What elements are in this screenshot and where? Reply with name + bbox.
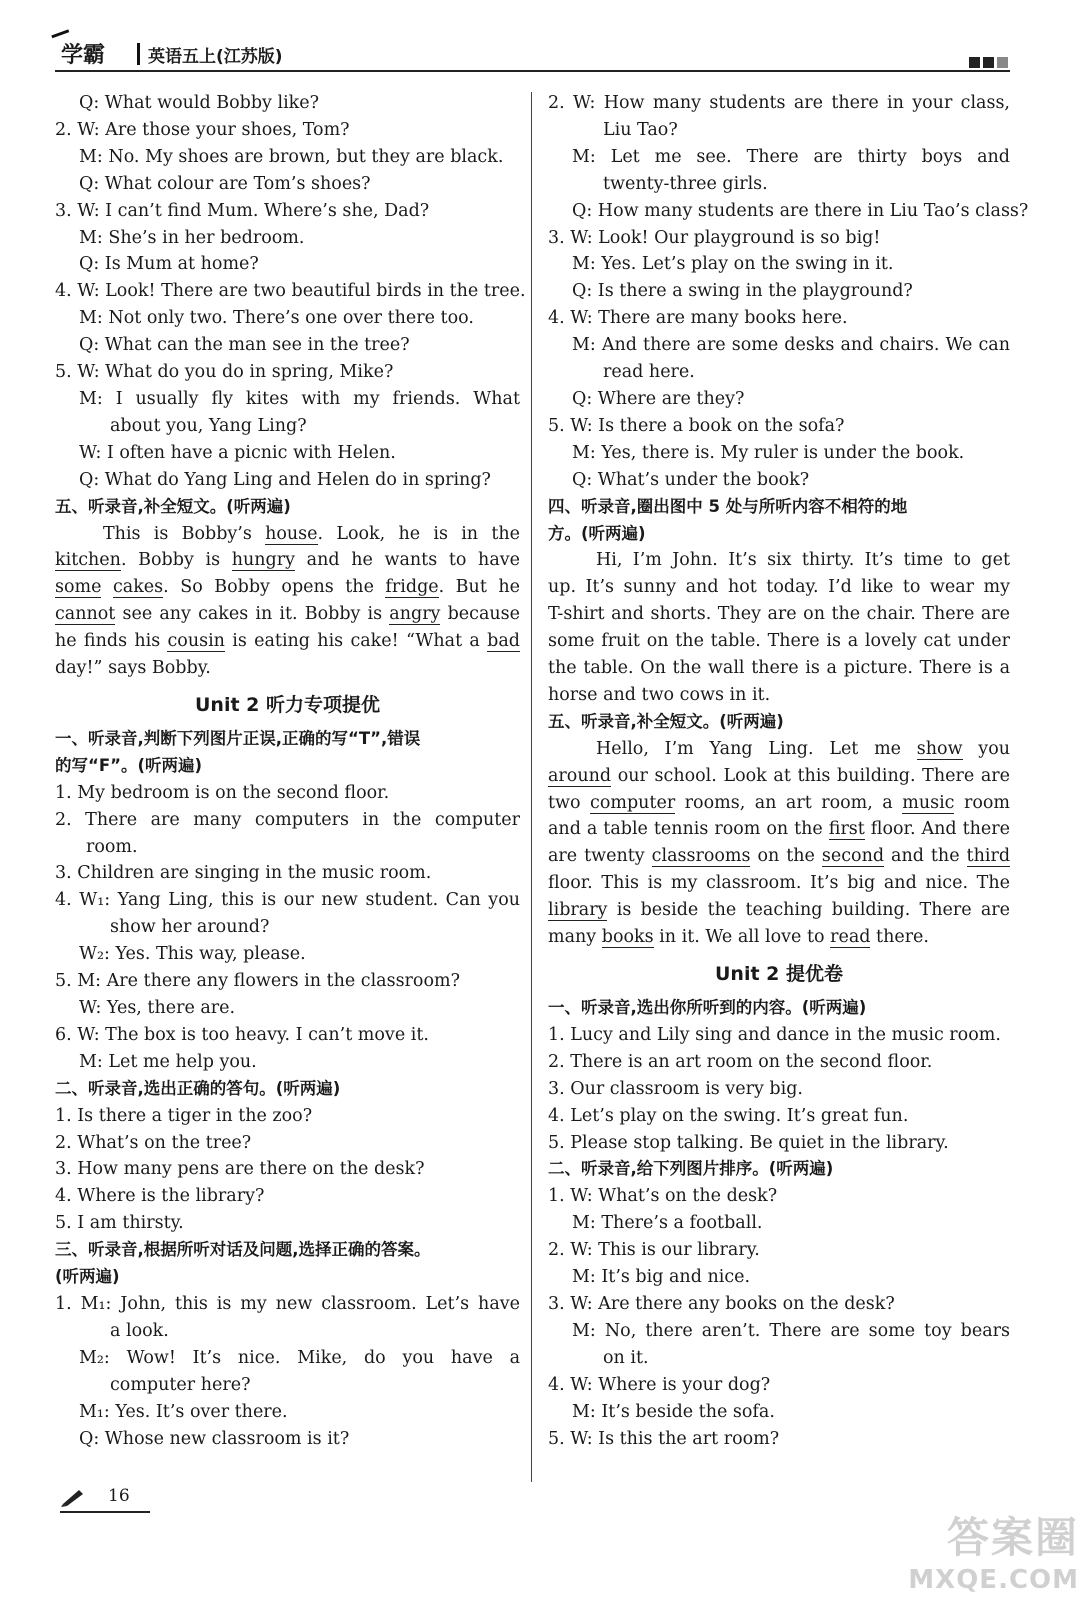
passage-text: two bbox=[548, 792, 591, 813]
filled-blank: music bbox=[902, 792, 955, 813]
section-heading: 二、听录音,选出正确的答句。(听两遍) bbox=[55, 1078, 341, 1098]
filled-blank: second bbox=[821, 846, 885, 867]
passage-line bbox=[548, 897, 1010, 924]
passage-line bbox=[548, 547, 1010, 574]
transcript-line: 5. W: Is there a book on the sofa? bbox=[548, 415, 845, 436]
section-heading: 方。(听两遍) bbox=[548, 523, 646, 543]
transcript-line: W: I often have a picnic with Helen. bbox=[79, 442, 396, 463]
transcript-line: 4. W: There are many books here. bbox=[548, 308, 848, 329]
passage-text: he finds his bbox=[55, 631, 168, 652]
passage-text: the table. On the wall there is a picture. There is a bbox=[548, 658, 1010, 679]
passage-text: some fruit on the table. There is a lovely cat under bbox=[548, 631, 1010, 652]
passage-text: on the bbox=[750, 846, 822, 867]
transcript-line: 3. Children are singing in the music room. bbox=[55, 863, 432, 884]
filled-blank: cakes bbox=[112, 577, 164, 598]
transcript-line: Liu Tao? bbox=[603, 119, 678, 140]
transcript-line: M: It’s beside the sofa. bbox=[572, 1401, 775, 1422]
transcript-line: on it. bbox=[603, 1347, 649, 1368]
transcript-line: 4. W: Where is your dog? bbox=[548, 1374, 771, 1395]
transcript-line: Q: What would Bobby like? bbox=[79, 93, 320, 113]
passage-text: . But he bbox=[438, 577, 520, 598]
column-divider bbox=[531, 92, 532, 1482]
transcript-line: Q: Whose new classroom is it? bbox=[79, 1428, 350, 1449]
unit-heading: Unit 2 提优卷 bbox=[715, 963, 843, 985]
filled-blank: house bbox=[265, 523, 318, 544]
transcript-line: Q: What do Yang Ling and Helen do in spring? bbox=[79, 469, 491, 490]
watermark-logo: 答案圈 bbox=[946, 1513, 1079, 1562]
passage-line bbox=[548, 628, 1010, 655]
transcript-line: W: Yes, there are. bbox=[79, 998, 236, 1018]
transcript-line: M: And there are some desks and chairs. We can bbox=[572, 335, 1010, 356]
transcript-line: 4. Let’s play on the swing. It’s great fun. bbox=[548, 1105, 909, 1126]
transcript-line: twenty-three girls. bbox=[603, 173, 768, 194]
transcript-line: M: Yes. Let’s play on the swing in it. bbox=[572, 254, 894, 275]
passage-text: . Look, he is in the bbox=[317, 523, 520, 544]
transcript-line: 4. W: Look! There are two beautiful birds in the tree. bbox=[55, 281, 526, 302]
passage-line bbox=[548, 790, 1010, 817]
passage-line bbox=[548, 574, 1010, 601]
filled-blank: read bbox=[830, 927, 871, 948]
transcript-line: 2. W: Are those your shoes, Tom? bbox=[55, 119, 350, 140]
transcript-line: 4. Where is the library? bbox=[55, 1186, 265, 1207]
passage-text: because bbox=[440, 604, 520, 625]
passage-text: floor. And there bbox=[864, 819, 1010, 840]
passage-line bbox=[548, 601, 1010, 628]
transcript-line: Q: Is there a swing in the playground? bbox=[572, 281, 913, 302]
brand-logo: 学霸 bbox=[61, 43, 106, 68]
transcript-line: M: There’s a football. bbox=[572, 1213, 763, 1234]
section-heading: 的写“F”。(听两遍) bbox=[55, 755, 203, 775]
passage-text: many bbox=[548, 927, 602, 948]
passage-text: up. It’s sunny and hot today. I’d like to wear my bbox=[548, 577, 1010, 598]
filled-blank: around bbox=[548, 765, 612, 786]
passage-text: and the bbox=[884, 846, 967, 867]
passage-line bbox=[55, 601, 520, 628]
pencil-icon bbox=[60, 1487, 86, 1507]
filled-blank: kitchen bbox=[55, 550, 121, 571]
transcript-line: Q: What can the man see in the tree? bbox=[79, 335, 410, 356]
transcript-line: M: Yes, there is. My ruler is under the book. bbox=[572, 442, 965, 463]
section-heading: 五、听录音,补全短文。(听两遍) bbox=[548, 711, 784, 731]
passage-line bbox=[548, 763, 1010, 790]
transcript-line: 1. Is there a tiger in the zoo? bbox=[55, 1105, 313, 1126]
passage-text: day!” says Bobby. bbox=[55, 658, 211, 679]
section-heading: 五、听录音,补全短文。(听两遍) bbox=[55, 496, 291, 516]
section-heading: 一、听录音,判断下列图片正误,正确的写“T”,错误 bbox=[55, 728, 421, 748]
passage-line bbox=[55, 628, 520, 655]
header-decoration bbox=[966, 53, 1008, 72]
passage-text: floor. This is my classroom. It’s big and nice. The bbox=[548, 873, 1010, 894]
transcript-line: M: Let me see. There are thirty boys and bbox=[572, 146, 1010, 167]
transcript-line: W₂: Yes. This way, please. bbox=[79, 944, 306, 965]
transcript-line: M₁: Yes. It’s over there. bbox=[79, 1401, 288, 1422]
passage-text: is eating his cake! “What a bbox=[224, 631, 488, 652]
passage-text bbox=[101, 577, 113, 597]
section-heading: 一、听录音,选出你所听到的内容。(听两遍) bbox=[548, 998, 867, 1017]
transcript-line: about you, Yang Ling? bbox=[110, 415, 307, 436]
passage-line bbox=[548, 655, 1010, 682]
transcript-line: 5. Please stop talking. Be quiet in the library. bbox=[548, 1132, 949, 1153]
passage-text: there. bbox=[870, 927, 929, 948]
transcript-line: 1. W: What’s on the desk? bbox=[548, 1186, 778, 1207]
transcript-line: a look. bbox=[110, 1320, 169, 1341]
transcript-line: 3. W: Are there any books on the desk? bbox=[548, 1293, 895, 1314]
transcript-line: M₂: Wow! It’s nice. Mike, do you have a bbox=[79, 1347, 520, 1368]
transcript-line: 2. What’s on the tree? bbox=[55, 1132, 252, 1153]
transcript-line: room. bbox=[86, 836, 138, 857]
transcript-line: 3. How many pens are there on the desk? bbox=[55, 1159, 425, 1180]
transcript-line: Q: What’s under the book? bbox=[572, 469, 810, 490]
passage-text: you bbox=[962, 738, 1011, 759]
transcript-line: M: She’s in her bedroom. bbox=[79, 227, 305, 248]
passage-text: and a table tennis room on the bbox=[548, 819, 829, 840]
transcript-line: 5. W: What do you do in spring, Mike? bbox=[55, 362, 394, 383]
transcript-line: 5. M: Are there any flowers in the classroom? bbox=[55, 971, 460, 992]
filled-blank: books bbox=[601, 927, 654, 948]
header-divider bbox=[137, 43, 140, 65]
transcript-line: Q: How many students are there in Liu Tao’s class? bbox=[572, 200, 1029, 221]
filled-blank: first bbox=[828, 819, 865, 840]
transcript-line: M: Let me help you. bbox=[79, 1051, 257, 1072]
transcript-line: M: It’s big and nice. bbox=[572, 1267, 751, 1288]
filled-blank: cannot bbox=[55, 604, 116, 625]
transcript-line: M: I usually fly kites with my friends. What bbox=[79, 388, 520, 409]
passage-text: and he wants to have bbox=[295, 550, 520, 571]
filled-blank: hungry bbox=[231, 550, 295, 571]
passage-line bbox=[548, 843, 1010, 870]
section-heading: (听两遍) bbox=[55, 1267, 120, 1287]
filled-blank: cousin bbox=[167, 631, 225, 652]
right-column bbox=[548, 90, 1029, 1452]
transcript-line: 1. Lucy and Lily sing and dance in the music room. bbox=[548, 1024, 1001, 1045]
passage-text: in it. We all love to bbox=[653, 927, 831, 948]
transcript-line: 2. There is an art room on the second floor. bbox=[548, 1051, 933, 1072]
transcript-line: 3. Our classroom is very big. bbox=[548, 1078, 803, 1099]
transcript-line: Q: Where are they? bbox=[572, 388, 745, 409]
filled-blank: show bbox=[916, 738, 963, 759]
passage-line bbox=[548, 870, 1010, 897]
passage-line bbox=[548, 682, 1010, 709]
transcript-line: show her around? bbox=[110, 917, 270, 938]
transcript-line: 2. W: How many students are there in your class, bbox=[548, 93, 1010, 113]
passage-line bbox=[55, 547, 520, 574]
filled-blank: library bbox=[548, 900, 608, 921]
passage-line bbox=[55, 655, 520, 682]
page-number: 16 bbox=[108, 1486, 130, 1506]
transcript-line: 4. W₁: Yang Ling, this is our new student. Can you bbox=[55, 890, 520, 911]
passage-line bbox=[548, 816, 1010, 843]
transcript-line: M: Not only two. There’s one over there too. bbox=[79, 308, 474, 329]
transcript-line: 5. I am thirsty. bbox=[55, 1213, 184, 1234]
page-header bbox=[55, 38, 1010, 72]
filled-blank: some bbox=[55, 577, 102, 598]
transcript-line: read here. bbox=[603, 362, 695, 383]
passage-line bbox=[55, 521, 520, 548]
transcript-line: 1. My bedroom is on the second floor. bbox=[55, 782, 390, 803]
passage-line bbox=[55, 574, 520, 601]
section-heading: 四、听录音,圈出图中 5 处与所听内容不相符的地 bbox=[548, 496, 908, 516]
transcript-line: M: No, there aren’t. There are some toy bears bbox=[572, 1320, 1010, 1341]
transcript-line: 3. W: Look! Our playground is so big! bbox=[548, 227, 881, 248]
passage-line bbox=[548, 736, 1010, 763]
unit-heading: Unit 2 听力专项提优 bbox=[195, 693, 380, 716]
passage-text: Hello, I’m Yang Ling. Let me bbox=[596, 738, 917, 759]
section-heading: 三、听录音,根据所听对话及问题,选择正确的答案。 bbox=[55, 1240, 431, 1260]
passage-text: see any cakes in it. Bobby is bbox=[115, 604, 390, 625]
watermark bbox=[908, 1505, 1079, 1595]
transcript-line: 3. W: I can’t find Mum. Where’s she, Dad? bbox=[55, 200, 430, 221]
transcript-line: Q: Is Mum at home? bbox=[79, 254, 259, 275]
transcript-line: M: No. My shoes are brown, but they are black. bbox=[79, 146, 504, 167]
transcript-line: computer here? bbox=[110, 1374, 251, 1395]
left-column bbox=[55, 90, 526, 1452]
passage-text: room bbox=[954, 792, 1010, 813]
filled-blank: classrooms bbox=[651, 846, 751, 867]
passage-text: is beside the teaching building. There are bbox=[607, 900, 1010, 921]
page-footer bbox=[60, 1483, 150, 1513]
passage-text: T-shirt and shorts. They are on the chair. There are bbox=[548, 604, 1010, 625]
watermark-url: MXQE.COM bbox=[908, 1565, 1079, 1595]
book-title: 英语五上(江苏版) bbox=[148, 47, 283, 67]
passage-text: rooms, an art room, a bbox=[675, 792, 903, 813]
filled-blank: third bbox=[966, 846, 1011, 867]
filled-blank: fridge bbox=[385, 577, 439, 598]
transcript-line: 1. M₁: John, this is my new classroom. Let’s have bbox=[55, 1293, 520, 1314]
passage-text: . Bobby is bbox=[120, 550, 232, 571]
passage-text: horse and two cows in it. bbox=[548, 684, 771, 705]
passage-text: . So Bobby opens the bbox=[163, 577, 386, 598]
section-heading: 二、听录音,给下列图片排序。(听两遍) bbox=[548, 1159, 834, 1179]
transcript-line: 2. There are many computers in the computer bbox=[55, 809, 520, 830]
passage-line bbox=[548, 924, 1010, 951]
passage-text: our school. Look at this building. There are bbox=[611, 765, 1010, 786]
transcript-line: 2. W: This is our library. bbox=[548, 1240, 760, 1261]
transcript-line: 5. W: Is this the art room? bbox=[548, 1428, 780, 1449]
passage-text: This is Bobby’s bbox=[103, 523, 266, 544]
transcript-line: Q: What colour are Tom’s shoes? bbox=[79, 173, 371, 194]
filled-blank: computer bbox=[590, 792, 676, 813]
filled-blank: angry bbox=[389, 604, 441, 625]
filled-blank: bad bbox=[487, 631, 520, 652]
transcript-line: 6. W: The box is too heavy. I can’t move it. bbox=[55, 1024, 429, 1045]
passage-text: are twenty bbox=[548, 846, 652, 867]
passage-text: Hi, I’m John. It’s six thirty. It’s time to get bbox=[596, 550, 1010, 571]
